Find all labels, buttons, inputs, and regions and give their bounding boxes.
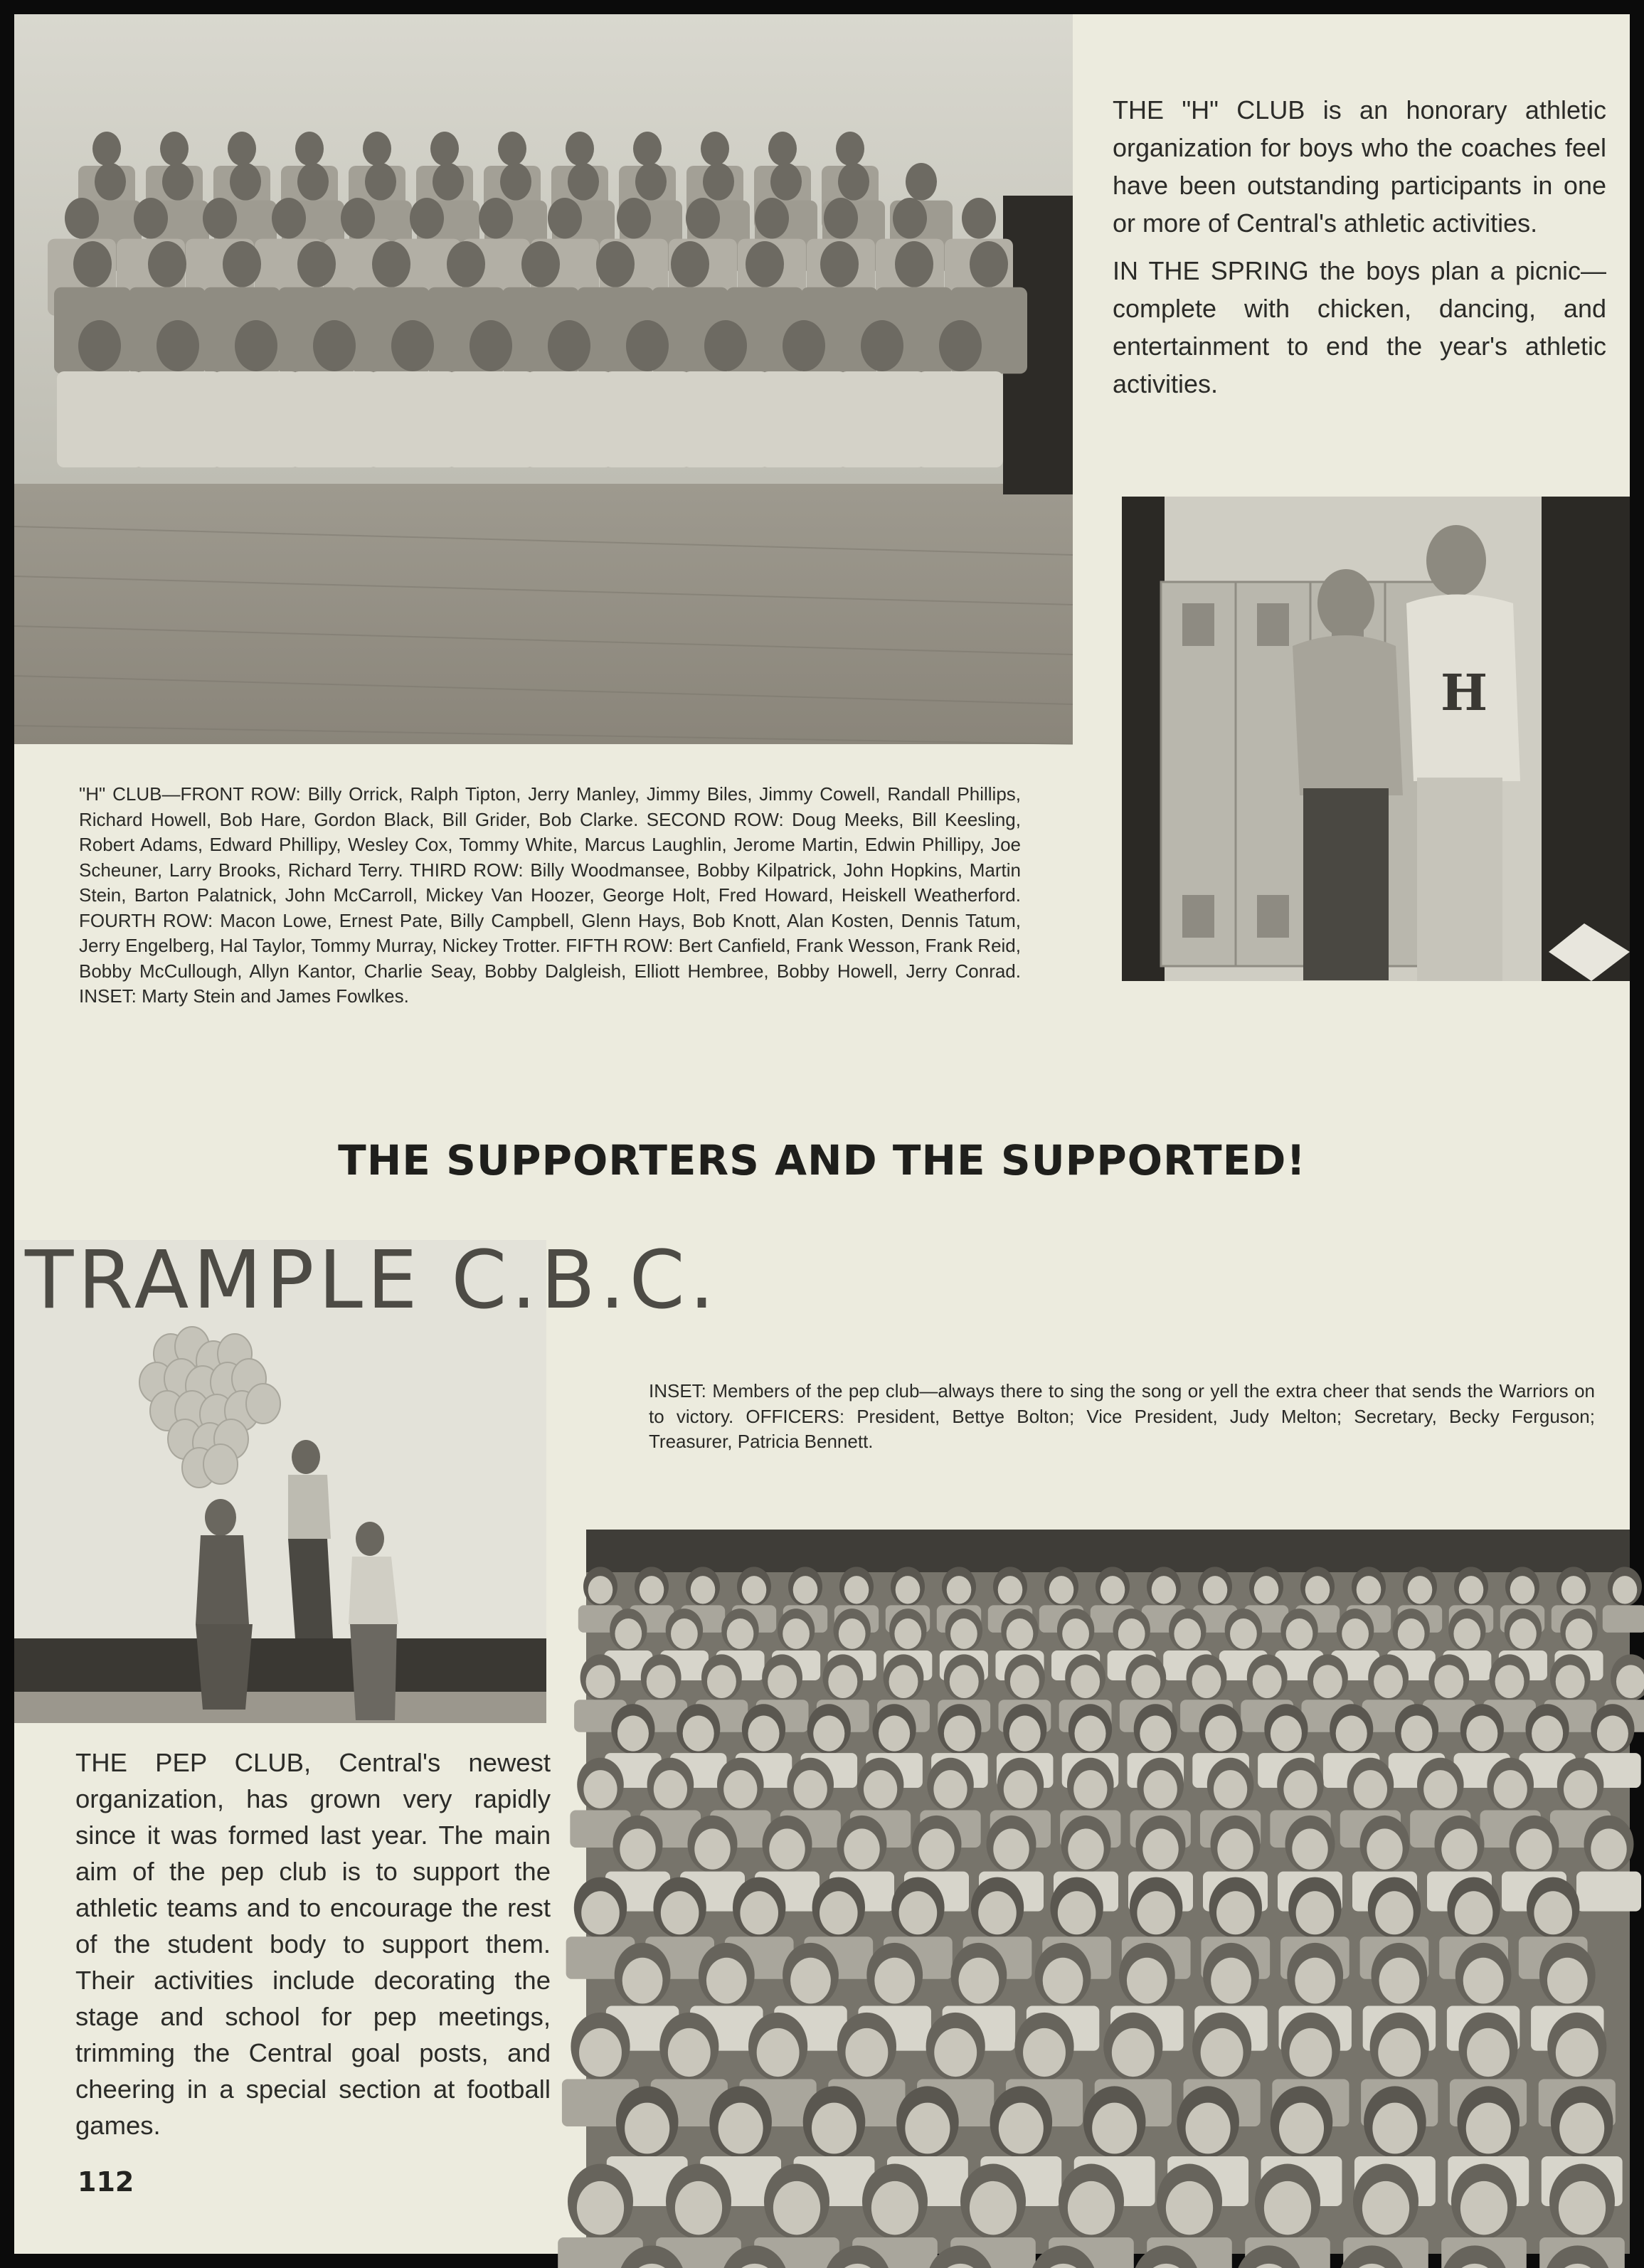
h-club-description [1113, 91, 1606, 413]
h-club-paragraph-2: IN THE SPRING the boys plan a picnic—complete with chicken, dancing, and entertainment to end the year's athletic activities. [1113, 256, 1606, 398]
pep-club-group-photo [586, 1530, 1630, 2254]
section-headline: THE SUPPORTERS AND THE SUPPORTED! [338, 1136, 1306, 1185]
pep-club-paragraph: THE PEP CLUB, Central's newest organization, has grown very rapidly since it was formed last year. The main aim of the pep club is to support the athletic teams and to encourage the rest of the student body to support them. Their activities include decorating the stage and school for pep meetings, trimming the Central goal posts, and cheering in a special section at football games. [75, 1748, 551, 2140]
pep-club-description [75, 1744, 551, 2144]
h-club-caption: "H" CLUB—FRONT ROW: Billy Orrick, Ralph Tipton, Jerry Manley, Jimmy Biles, Jimmy Cowell, Randall Phillips, Richard Howell, Bob Hare, Gordon Black, Bill Grider, Bob Clarke. SECOND ROW: Doug Meeks, Bill Keesling, Robert Adams, Edward Phillipy, Wesley Cox, Tommy White, Marcus Laughlin, Jerome Martin, Edwin Phillipy, Joe Scheuner, Larry Brooks, Richard Terry. THIRD ROW: Billy Woodmansee, Bobby Kilpatrick, John Hopkins, Martin Stein, Barton Palatnick, John McCarroll, Mickey Van Hoozer, George Holt, Fred Howard, Heiskell Weatherford. FOURTH ROW: Macon Lowe, Ernest Pate, Billy Campbell, Glenn Hays, Bob Knott, Alan Kosten, Dennis Tatum, Jerry Engelberg, Hal Taylor, Tommy Murray, Nickey Trotter. FIFTH ROW: Bert Canfield, Frank Wesson, Frank Reid, Bobby McCullough, Allyn Kantor, Charlie Seay, Bobby Dalgleish, Elliott Hembree, Bobby Howell, Jerry Conrad. INSET: Marty Stein and James Fowlkes. [79, 783, 1021, 1007]
sweater-letter: H [1441, 663, 1488, 722]
h-club-group-photo [14, 14, 1073, 744]
yearbook-page [14, 14, 1630, 2254]
banner-text: TRAMPLE C.B.C. [25, 1234, 719, 1327]
pep-club-balloon-photo [14, 1234, 719, 1723]
page-number: 112 [78, 2166, 134, 2198]
h-club-paragraph-1: THE "H" CLUB is an honorary athletic organization for boys who the coaches feel have been outstanding participants in one or more of Central's athletic activities. [1113, 95, 1606, 238]
pep-club-inset-caption: INSET: Members of the pep club—always there to sing the song or yell the extra cheer that sends the Warriors on to victory. OFFICERS: President, Bettye Bolton; Vice President, Judy Melton; Secretary, Becky Ferguson; Treasurer, Patricia Bennett. [649, 1380, 1595, 1452]
h-club-inset-photo [1122, 497, 1630, 981]
